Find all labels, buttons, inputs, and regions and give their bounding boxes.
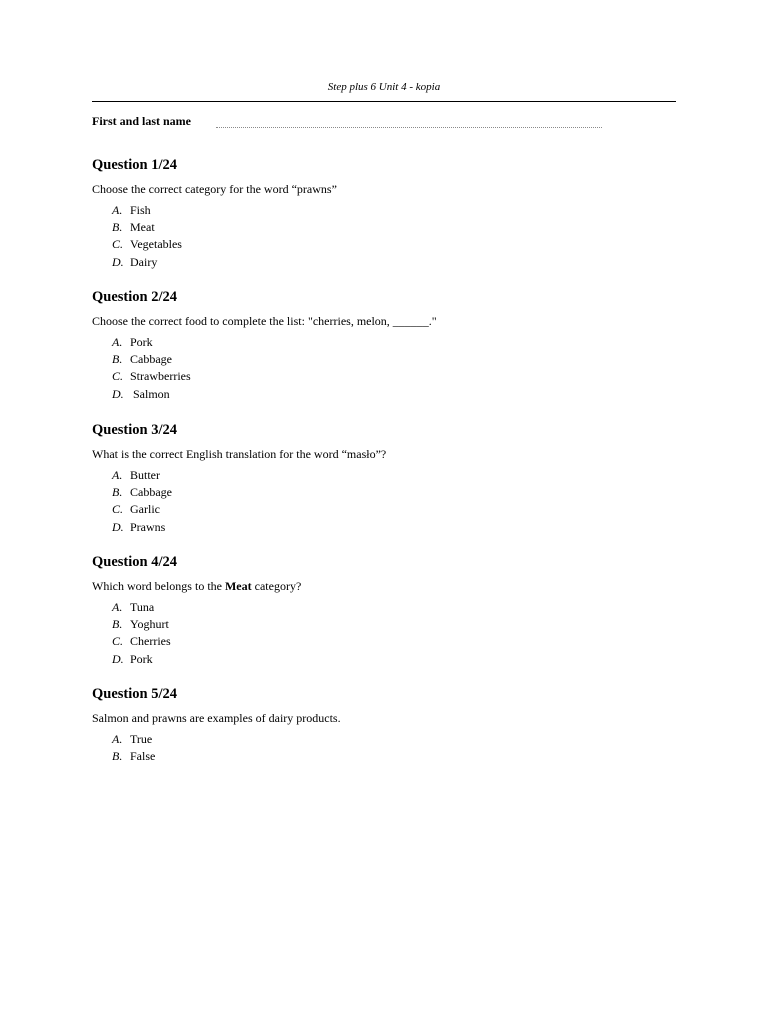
question-text: Choose the correct food to complete the list: "cherries, melon, ______."	[92, 314, 437, 328]
answer-options	[92, 202, 676, 271]
question-5	[92, 685, 676, 765]
option-text: Pork	[130, 335, 153, 349]
question-title: Question 2/24	[92, 289, 177, 305]
answer-options	[92, 731, 676, 765]
answer-option-a[interactable]	[92, 334, 676, 351]
option-letter: B.	[112, 749, 123, 764]
question-title: Question 3/24	[92, 422, 177, 438]
option-letter: A.	[112, 600, 123, 614]
option-letter: C.	[112, 634, 124, 649]
question-1	[92, 156, 676, 271]
answer-options	[92, 599, 676, 668]
question-text	[92, 578, 676, 594]
question-2	[92, 288, 676, 403]
question-text: Salmon and prawns are examples of dairy products.	[92, 711, 341, 725]
option-text: Meat	[130, 220, 155, 235]
option-letter: B.	[112, 617, 123, 632]
question-3	[92, 421, 676, 536]
option-letter: C.	[112, 237, 124, 252]
option-letter: A.	[112, 468, 123, 482]
option-letter: B.	[112, 220, 123, 235]
option-letter: B.	[112, 485, 123, 500]
option-letter: B.	[112, 352, 123, 367]
question-title: Question 4/24	[92, 554, 177, 570]
header-divider	[92, 101, 676, 102]
option-letter: C.	[112, 369, 124, 384]
option-letter: D.	[112, 254, 124, 269]
option-letter: A.	[112, 203, 123, 217]
answer-option-b[interactable]	[92, 219, 676, 236]
answer-option-c[interactable]	[92, 368, 676, 385]
answer-option-b[interactable]	[92, 748, 676, 765]
name-field-label: First and last name	[92, 114, 191, 128]
answer-option-a[interactable]	[92, 467, 676, 484]
answer-option-a[interactable]	[92, 731, 676, 748]
option-text: Pork	[130, 651, 153, 666]
answer-option-b[interactable]	[92, 616, 676, 633]
document-header: Step plus 6 Unit 4 - kopia	[327, 81, 441, 93]
answer-option-d[interactable]	[92, 519, 676, 536]
option-text: Tuna	[130, 600, 155, 614]
option-text: False	[130, 749, 156, 764]
option-text: Vegetables	[130, 237, 182, 252]
answer-option-a[interactable]	[92, 599, 676, 616]
option-text: Garlic	[130, 502, 160, 517]
answer-option-c[interactable]	[92, 501, 676, 518]
option-text: Yoghurt	[130, 617, 169, 632]
option-text: Fish	[130, 203, 151, 217]
name-field-dotted-line[interactable]	[216, 127, 602, 128]
option-letter: A.	[112, 732, 123, 746]
question-text: Choose the correct category for the word “prawns”	[92, 182, 337, 196]
option-text: Cabbage	[130, 352, 172, 367]
answer-option-d[interactable]	[92, 651, 676, 668]
question-title: Question 5/24	[92, 686, 177, 702]
question-title: Question 1/24	[92, 157, 177, 173]
answer-option-b[interactable]	[92, 351, 676, 368]
option-text: Butter	[130, 468, 160, 482]
option-text: Cherries	[130, 634, 171, 649]
question-text: What is the correct English translation for the word “masło”?	[92, 447, 387, 461]
option-letter: D.	[112, 386, 124, 401]
question-4	[92, 553, 676, 668]
answer-options	[92, 467, 676, 536]
answer-option-d[interactable]	[92, 254, 676, 271]
option-text: Salmon	[130, 386, 170, 401]
question-text-after: category?	[251, 579, 302, 593]
option-letter: A.	[112, 335, 123, 349]
answer-options	[92, 334, 676, 403]
question-text-keyword: Meat	[224, 579, 252, 593]
answer-option-a[interactable]	[92, 202, 676, 219]
option-letter: D.	[112, 651, 124, 666]
answer-option-c[interactable]	[92, 236, 676, 253]
name-field-row	[92, 113, 612, 131]
option-letter: D.	[112, 519, 124, 534]
option-text: True	[130, 732, 153, 746]
option-text: Strawberries	[130, 369, 191, 384]
question-text-before: Which word belongs to the	[92, 579, 225, 593]
answer-option-b[interactable]	[92, 484, 676, 501]
option-letter: C.	[112, 502, 124, 517]
option-text: Dairy	[130, 254, 158, 269]
answer-option-c[interactable]	[92, 633, 676, 650]
option-text: Cabbage	[130, 485, 172, 500]
option-text: Prawns	[130, 519, 166, 534]
answer-option-d[interactable]	[92, 386, 676, 403]
